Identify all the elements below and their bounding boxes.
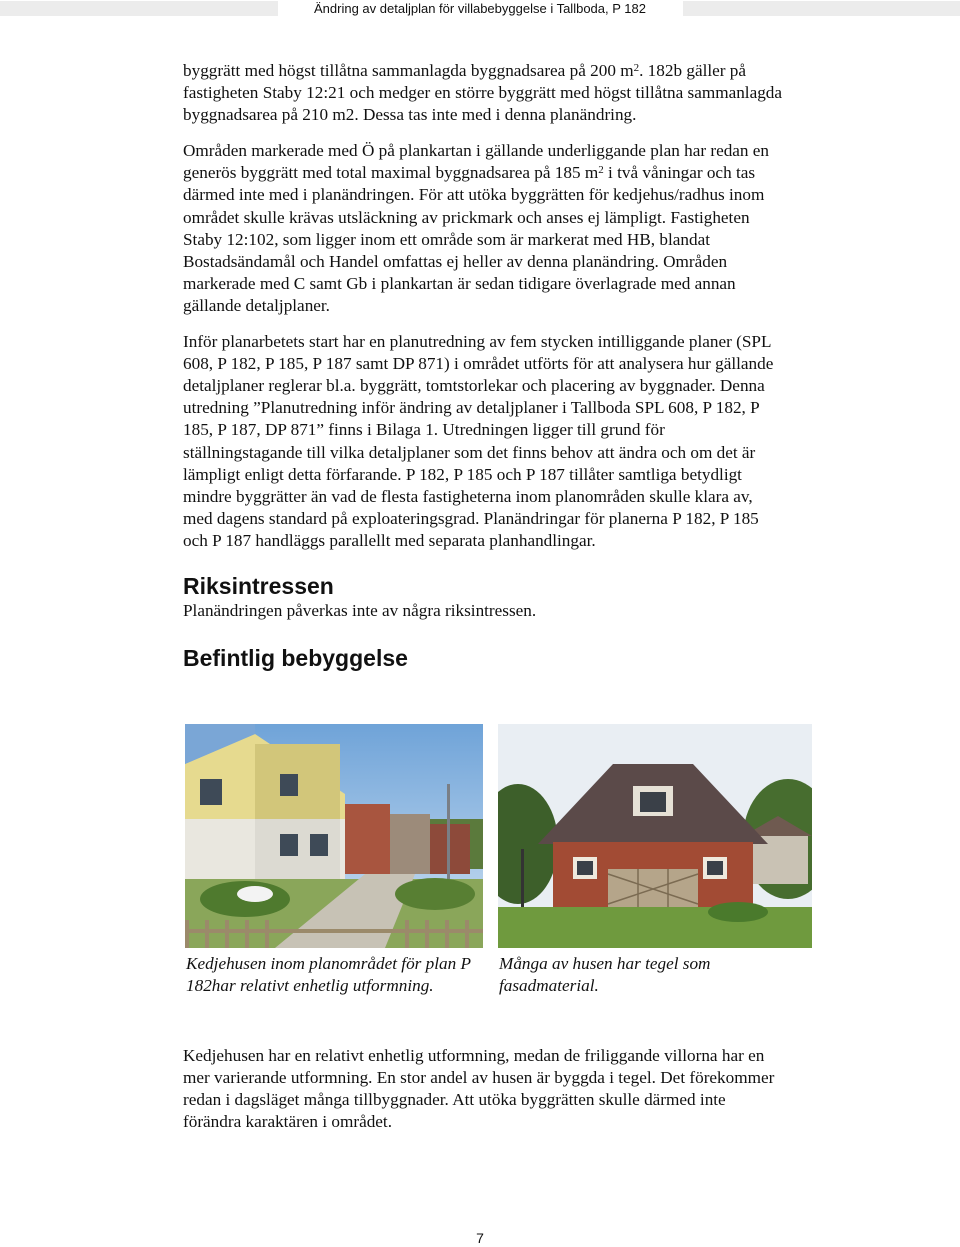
photo-kedjehus	[185, 724, 483, 948]
paragraph-2: Områden markerade med Ö på plankartan i gällande underliggande plan har redan en generös byggrätt med total maximal byggnadsarea på 185 $m^2$ i två våningar och tas därmed inte med i planändringen. För att utöka byggrätten för kedjehus/radhus inom området skulle krävas utsläckning av prickmark och anses ej lämpligt. Fastigheten Staby 12:102, som ligger inom ett område som är markerat med HB, blandat Bostadsändamål och Handel omfattas ej heller av denna planändring. Områden markerade med C samt Gb i plankartan är sedan tidigare överlagrade med annan gällande detaljplaner.	[183, 141, 770, 315]
paragraph-1: byggrätt med högst tillåtna sammanlagda byggnadsarea på 200 $m^2$. 182b gäller på fastigheten Staby 12:21 och medger en större byggrätt med högst tillåtna sammanlagda byggnadsarea på 210 m2. Dessa tas inte med i denna planändring.	[183, 61, 783, 125]
page-number: 7	[476, 1230, 484, 1246]
heading-befintlig-bebyggelse: Befintlig bebyggelse	[183, 645, 408, 672]
header-title: Ändring av detaljplan för villabebyggelse i Tallboda, P 182	[314, 1, 646, 16]
heading-riksintressen: Riksintressen	[183, 572, 334, 599]
paragraph-3: Inför planarbetets start har en planutredning av fem stycken intilliggande planer (SPL 608, P 182, P 185, P 187 samt DP 871) i området utförts för att analysera hur gällande detaljplaner reglerar bl.a. byggrätt, tomtstorlekar och placering av byggnader. Denna utredning ”Planutredning inför ändring av detaljplaner i Tallboda SPL 608, P 182, P 185, P 187, DP 871” finns i Bilaga 1. Utredningen ligger till grund för ställningstagande till vilka detaljplaner som det finns behov att ändra och om det är lämpligt enligt detta förfarande. P 182, P 185 och P 187 tillåter samtliga betydligt mindre byggrätter än vad de flesta fastigheterna inom planområden skulle klara av, med dagens standard på exploateringsgrad. Planändringar för planerna P 182, P 185 och P 187 handläggs parallellt med separata planhandlingar.	[183, 332, 774, 550]
bebyggelse-text: Kedjehusen har en relativt enhetlig utformning, medan de friliggande villorna har en mer varierande utformning. En stor andel av husen är byggda i tegel. Det förekommer redan i dagsläget många tillbyggnader. Att utöka byggrätten skulle därmed inte förändra karaktären i området.	[183, 1046, 775, 1132]
document-body	[183, 60, 783, 672]
caption-kedjehus: Kedjehusen inom planområdet för plan P 182har relativt enhetlig utformning.	[186, 954, 471, 996]
photo-tegelhus	[498, 724, 812, 948]
page-header	[0, 0, 960, 18]
riksintressen-text: Planändringen påverkas inte av några riksintressen.	[183, 600, 537, 620]
caption-tegelhus: Många av husen har tegel som fasadmaterial.	[499, 954, 711, 996]
